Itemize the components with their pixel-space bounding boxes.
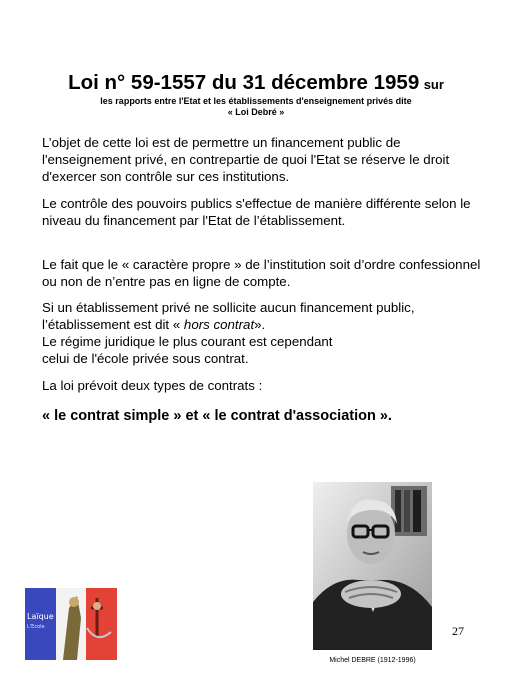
paragraph-objet: L’objet de cette loi est de permettre un financement public de l'enseignement privé, en contrepartie de quoi l'Etat se réserve le droit d'exercer son contrôle sur ces institutions.: [42, 135, 450, 184]
law-title: Loi n° 59-1557 du 31 décembre 1959: [68, 71, 420, 94]
logo-text-ecole: L'Ecole: [27, 624, 45, 630]
hors-contrat-text-start: Si un établissement privé ne sollicite aucun financement public, l’établissement est dit «: [42, 300, 415, 332]
page-number: 27: [452, 624, 464, 638]
photo-caption: Michel DEBRE (1912-1996): [329, 657, 416, 664]
logo-text-laique: Laïque: [27, 612, 54, 621]
law-title-suffix: sur: [423, 77, 444, 92]
subtitle-line-2: « Loi Debré »: [227, 107, 285, 117]
laicite-logo: [25, 588, 117, 660]
page-subtitle: [0, 96, 512, 118]
subtitle-line-1: les rapports entre l'Etat et les établissements d'enseignement privés dite: [100, 96, 412, 106]
portrait-photo: [313, 482, 432, 650]
hors-contrat-italic: hors contrat: [183, 317, 255, 332]
hors-contrat-text-end: ».: [254, 317, 266, 332]
ecole-privee-line: celui de l'école privée sous contrat.: [42, 351, 249, 366]
contract-types-emphasis: « le contrat simple » et « le contrat d'association ».: [42, 408, 392, 424]
regime-line: Le régime juridique le plus courant est cependant: [42, 334, 333, 349]
portrait-photo-icon: [313, 482, 432, 650]
paragraph-caractere-propre: Le fait que le « caractère propre » de l’institution soit d’ordre confessionnel ou non de n’entre pas en ligne de compte.: [42, 257, 481, 289]
paragraph-types-contrats: La loi prévoit deux types de contrats :: [42, 378, 263, 393]
paragraph-hors-contrat: [42, 299, 462, 367]
paragraph-controle: Le contrôle des pouvoirs publics s'effectue de manière différente selon le niveau du financement par l'Etat de l’établissement.: [42, 196, 471, 228]
page-title: [0, 70, 512, 98]
